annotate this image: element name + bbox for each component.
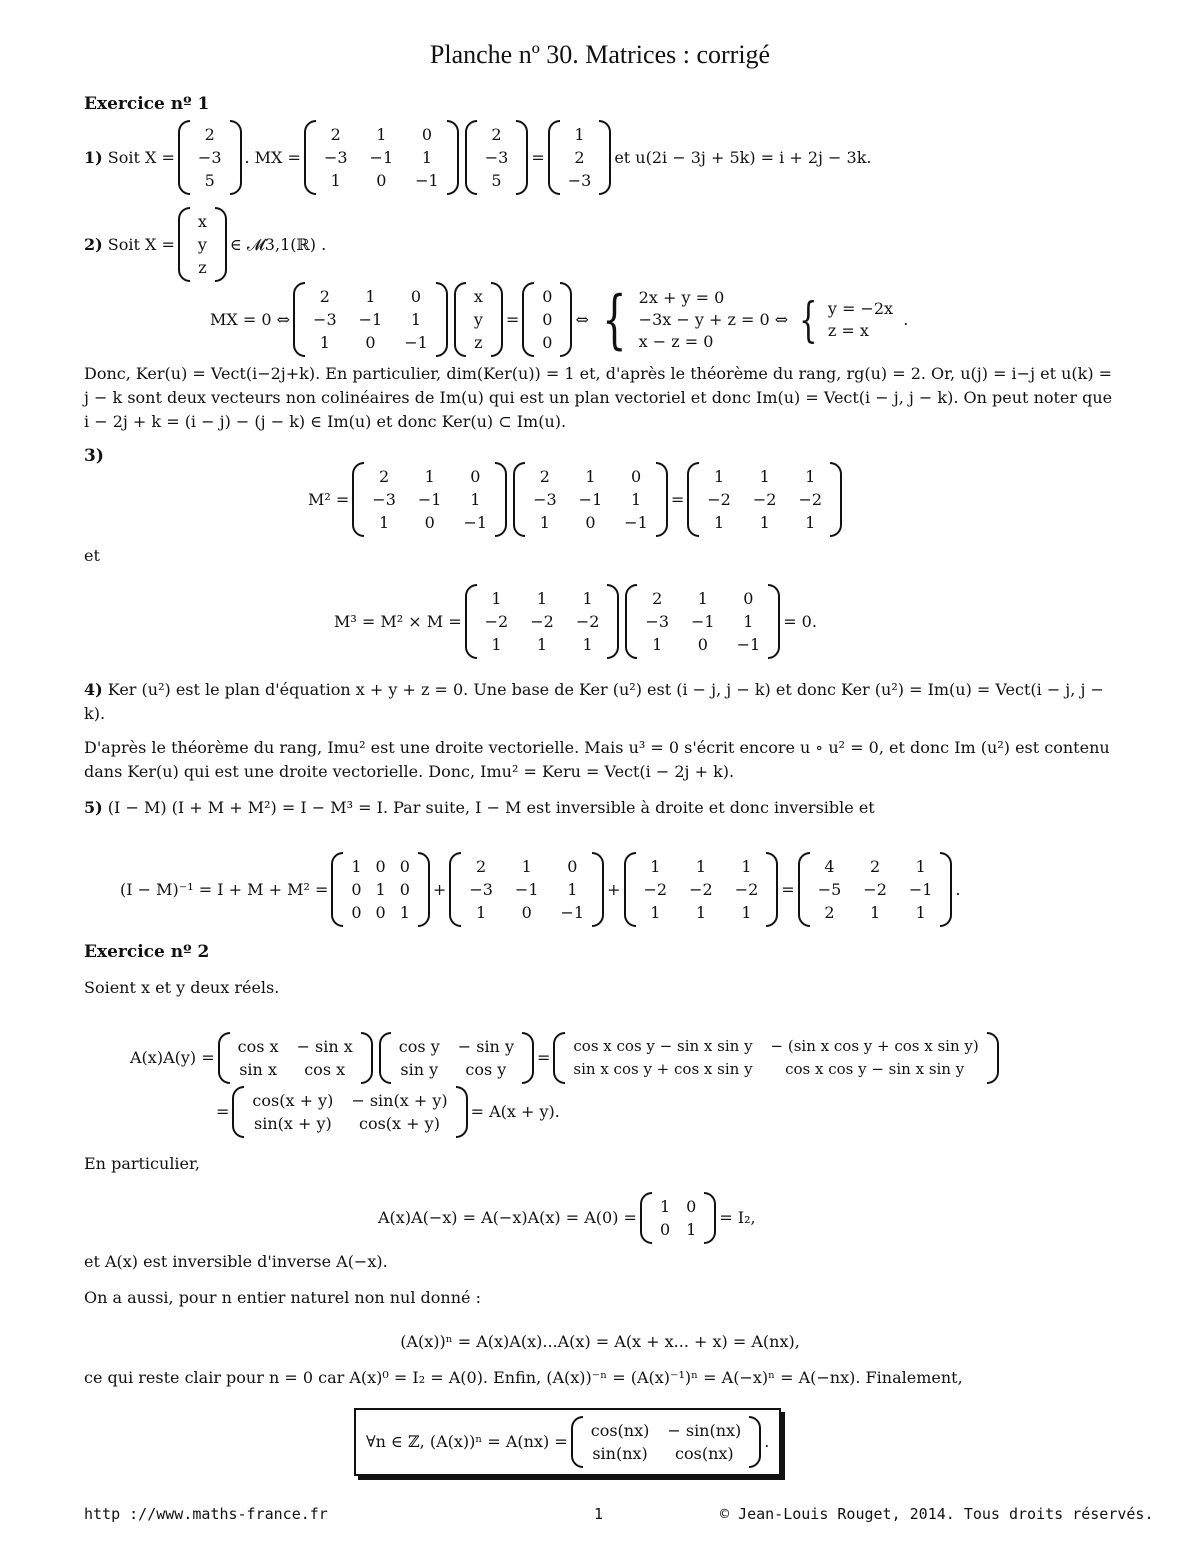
ex2-power-equation: (A(x))ⁿ = A(x)A(x)...A(x) = A(x + x... + x) = A(nx),	[400, 1332, 800, 1351]
ex2-ay: cos y − sin y sin y cos y	[379, 1032, 534, 1084]
ex2-boxed-result: ∀n ∈ ℤ, (A(x))ⁿ = A(nx) = cos(nx) − sin(nx) sin(nx) cos(nx) .	[354, 1408, 781, 1476]
exercise-2-heading: Exercice nº 2	[84, 942, 210, 962]
ex1-q2-line: 2) Soit X = x y z ∈ 𝓜3,1(ℝ) .	[84, 207, 326, 282]
page-title: Planche nº 30. Matrices : corrigé	[429, 40, 771, 69]
q3-m-matrix: 2 1 0 −3 −1 1 1 0 −1	[625, 584, 780, 659]
q5-inverse-equation: (I − M)⁻¹ = I + M + M² = 1 0 0 0 1 0 0 0 1 + 2 1 0 −3 −1 1 1 0 −1 + 1 1 1 −2 −2 −2 1 1 1 = 4 2 1 −5 −2 −1 2 1 1 .	[120, 852, 961, 927]
ex2-also-text: On a aussi, pour n entier naturel non nul donné :	[84, 1288, 481, 1307]
q5-m2: 1 1 1 −2 −2 −2 1 1 1	[624, 852, 779, 927]
q3-et: et	[84, 546, 100, 565]
ex2-product-equation: A(x)A(y) = cos x − sin x sin x cos x cos y − sin y sin y cos y = cos x cos y − sin x sin y − (sin x cos y + cos x sin y) sin x cos y + cos x sin y cos x cos y − sin x sin y	[130, 1032, 1002, 1084]
ex2-product: cos x cos y − sin x sin y − (sin x cos y + cos x sin y) sin x cos y + cos x sin y cos x cos y − sin x sin y	[553, 1032, 998, 1084]
q1-label: 1)	[84, 147, 103, 167]
ex2-intro: Soient x et y deux réels.	[84, 978, 280, 997]
q3-m2-equation: M² = 2 1 0 −3 −1 1 1 0 −1 2 1 0 −3 −1 1 1 0 −1 = 1 1 1 −2 −2 −2 1 1 1	[308, 462, 845, 537]
ex2-sum-equation: = cos(x + y) − sin(x + y) sin(x + y) cos(x + y) = A(x + y).	[216, 1086, 560, 1138]
q2-vector: x y z	[454, 282, 503, 357]
ex2-sum-matrix: cos(x + y) − sin(x + y) sin(x + y) cos(x + y)	[232, 1086, 467, 1138]
q3-label: 3)	[84, 446, 104, 466]
footer-copyright: © Jean-Louis Rouget, 2014. Tous droits réservés.	[720, 1505, 1154, 1523]
q5-text: 5) (I − M) (I + M + M²) = I − M³ = I. Par suite, I − M est inversible à droite et donc inversible et	[84, 798, 875, 817]
ex1-q2-equation: MX = 0 ⇔ 2 1 0 −3 −1 1 1 0 −1 x y z = 0 0 0 ⇔ { 2x + y = 0 −3x − y + z = 0 x − z = 0 ⇔ { y = −2x z = x .	[210, 282, 909, 357]
q5-m: 2 1 0 −3 −1 1 1 0 −1	[449, 852, 604, 927]
q2-paragraph: Donc, Ker(u) = Vect(i−2j+k). En particulier, dim(Ker(u)) = 1 et, d'après le théorème du rang, rg(u) = 2. Or, u(j) = i−j et u(k) = j − k sont deux vecteurs non colinéaires de Im(u) qui est un plan vectoriel et donc Im(u) = Vect(i − j, j − k). On peut noter que i − 2j + k = (i − j) − (j − k) ∈ Im(u) et donc Ker(u) ⊂ Im(u).	[84, 364, 1113, 431]
footer-page-number: 1	[594, 1505, 604, 1523]
ex2-identity: 1 0 0 1	[640, 1192, 716, 1244]
q1-matrix-m: 2 1 0 −3 −1 1 1 0 −1	[304, 120, 459, 195]
q4-paragraph-1: 4) Ker (u²) est le plan d'équation x + y + z = 0. Une base de Ker (u²) est (i − j, j − k) et donc Ker (u²) = Im(u) = Vect(i − j, j − k).	[84, 680, 1104, 723]
q1-tail: et u(2i − 3j + 5k) = i + 2j − 3k.	[614, 147, 872, 167]
q2-system-1: { 2x + y = 0 −3x − y + z = 0 x − z = 0	[602, 282, 770, 357]
footer-url[interactable]: http ://www.maths-france.fr	[84, 1505, 328, 1523]
q2-system-2: { y = −2x z = x	[799, 291, 894, 348]
ex2-inverse-text: et A(x) est inversible d'inverse A(−x).	[84, 1252, 388, 1271]
q1-vector-x: 2 −3 5	[178, 120, 242, 195]
ex2-box-matrix: cos(nx) − sin(nx) sin(nx) cos(nx)	[571, 1416, 762, 1468]
q2-zero-vector: 0 0 0	[522, 282, 572, 357]
q1-mx: . MX =	[244, 147, 301, 167]
ex2-ax: cos x − sin x sin x cos x	[218, 1032, 373, 1084]
q3-m3-equation: M³ = M² × M = 1 1 1 −2 −2 −2 1 1 1 2 1 0 −3 −1 1 1 0 −1 = 0.	[334, 584, 817, 659]
ex2-power-text: ce qui reste clair pour n = 0 car A(x)⁰ = I₂ = A(0). Enfin, (A(x))⁻ⁿ = (A(x)⁻¹)ⁿ = A(−x)ⁿ = A(−nx). Finalement,	[84, 1368, 963, 1387]
q3-m2-result: 1 1 1 −2 −2 −2 1 1 1	[687, 462, 842, 537]
ex1-q1-line: 1) Soit X = 2 −3 5 . MX = 2 1 0 −3 −1 1 1 0 −1 2 −3 5 = 1 2 −3 et u(2i − 3j + 5k) = i + 2j − 3k.	[84, 120, 872, 195]
q5-identity: 1 0 0 0 1 0 0 0 1	[331, 852, 430, 927]
q1-soit: Soit X =	[107, 147, 175, 167]
q3-m-a: 2 1 0 −3 −1 1 1 0 −1	[352, 462, 507, 537]
q3-m-b: 2 1 0 −3 −1 1 1 0 −1	[513, 462, 668, 537]
ex2-en-particulier: En particulier,	[84, 1154, 200, 1173]
exercise-1-heading: Exercice nº 1	[84, 94, 210, 114]
q4-paragraph-2: D'après le théorème du rang, Imu² est une droite vectorielle. Mais u³ = 0 s'écrit encore u ∘ u² = 0, et donc Im (u²) est contenu dans Ker(u) qui est une droite vectorielle. Donc, Imu² = Keru = Vect(i − 2j + k).	[84, 738, 1110, 781]
q5-result: 4 2 1 −5 −2 −1 2 1 1	[798, 852, 953, 927]
q3-m2-matrix: 1 1 1 −2 −2 −2 1 1 1	[465, 584, 620, 659]
q2-matrix-m: 2 1 0 −3 −1 1 1 0 −1	[293, 282, 448, 357]
ex2-inverse-equation: A(x)A(−x) = A(−x)A(x) = A(0) = 1 0 0 1 = I₂,	[378, 1192, 756, 1244]
q1-vector-x2: 2 −3 5	[465, 120, 529, 195]
q1-result: 1 2 −3	[548, 120, 612, 195]
q2-vector-x: x y z	[178, 207, 227, 282]
